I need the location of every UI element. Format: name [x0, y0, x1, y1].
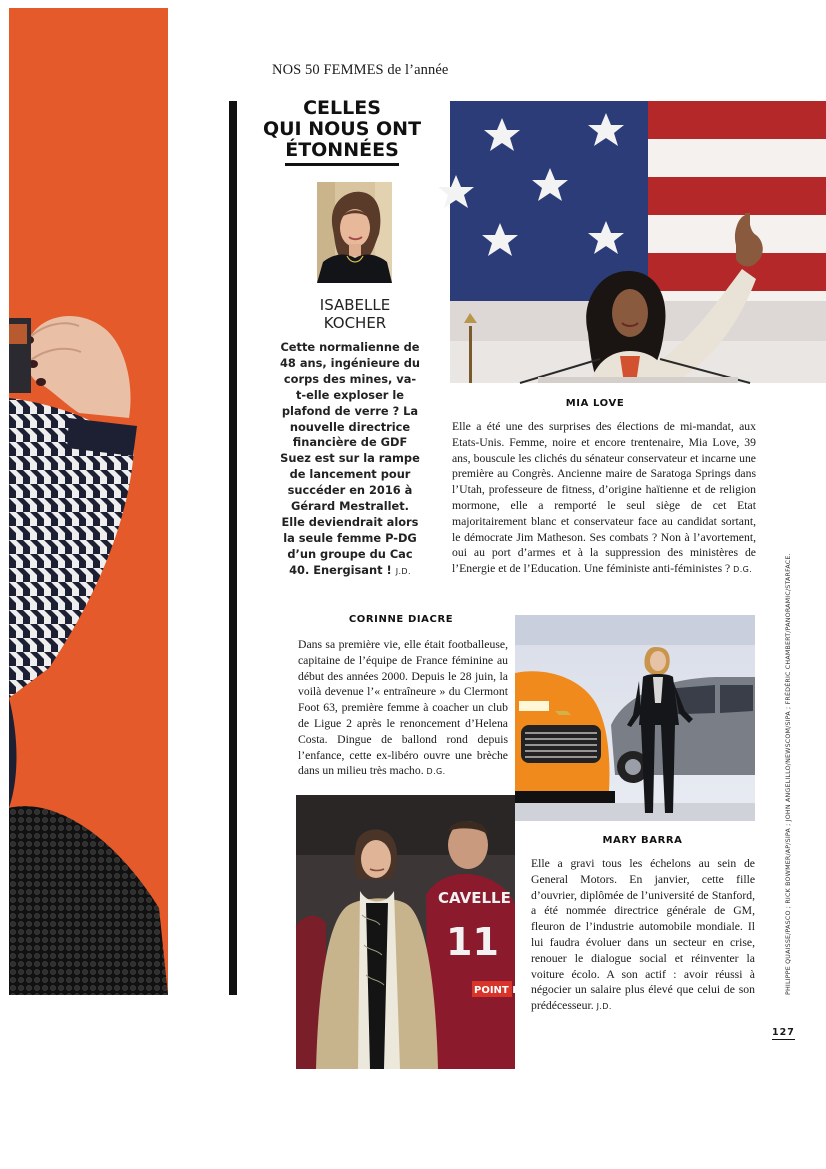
kocher-body: Cette normalienne de 48 ans, ingénieure du corps des mines, va-t-elle exploser le plafond de verre ? La nouvelle directrice financière de GDF Suez est sur la rampe de lancement pour succéder en 2016 à Gérard Mestrallet. Elle deviendrait alors la seule femme P-DG d’un groupe du Cac 40. Energisant ! — [280, 340, 420, 577]
section-title — [262, 98, 422, 166]
kocher-text — [280, 340, 420, 580]
kocher-byline: J.D. — [395, 566, 411, 576]
jersey-number: 11 — [446, 920, 499, 964]
mia-love-text: Elle a été une des surprises des élections de mi-mandat, aux Etats-Unis. Femme, noire et encore trentenaire, Mia Love, 39 ans, bouscule les clichés du sénateur conservateur et incarne une première au Congrès. Ancienne maire de Saratoga Springs dans l’Utah, professeure de fitness, d’origine haïtienne et de religion mormone, elle a remporté le seul siège de cet Etat majoritairement blanc et conservateur face au candidat sortant, le démocrate Jim Matheson. Ses combats ? Non à l’avortement, oui au port d’armes et à la suppression des ministères de l’Energie et de l’Education. Une féministe anti-féministes ? — [452, 420, 756, 576]
section-title-line-3: ÉTONNÉES — [285, 140, 399, 166]
section-title-line-1: CELLES — [303, 97, 381, 119]
vertical-rule — [229, 101, 237, 995]
photo-credits-text: PHILIPPE QUAISSE/PASCO ; RICK BOWMER/AP/SIPA ; JOHN ANGELILLO/NEWSCOM/SIPA ; FRÉDÉRIC CHAMBERT/PANORAMIC/STARFACE. — [785, 553, 792, 995]
page-number: 127 — [772, 1027, 795, 1038]
corinne-diacre-text: Dans sa première vie, elle était footballeuse, capitaine de l’équipe de France féminine au début des années 2000. Depuis le 28 juin, la voilà devenue l’« entraîneure » du Clermont Foot 63, première femme à coacher un club de Ligue 2 après le renoncement d’Helena Costa. Dingue de ballond rond depuis l’enfance, cette ex-libéro ouvre une brèche dans un milieu très macho. — [298, 638, 508, 778]
corinne-diacre-article — [298, 637, 508, 780]
mia-love-byline: D.G. — [733, 565, 753, 575]
mary-barra-article — [531, 856, 755, 1015]
mia-love-photo — [450, 101, 826, 383]
section-title-line-2: QUI NOUS ONT — [262, 118, 422, 140]
kocher-portrait-photo — [317, 182, 392, 283]
mia-love-article — [452, 419, 756, 578]
corinne-diacre-photo — [296, 795, 520, 1069]
photo-credits — [785, 553, 795, 1005]
mary-barra-text: Elle a gravi tous les échelons au sein de General Motors. En janvier, cette fille d’ouvrier, diplômée de l’université de Stanford, a été nommée directrice générale de GM, fleuron de l’industrie automobile mondiale. Il lui faudra évoluer dans un secteur en crise, renouer le dialogue social et réinventer la voiture écolo. A son actif : avoir réussi à négocier un salaire plus élevé que celui de son prédécesseur. — [531, 857, 755, 1013]
kocher-name-line-1: ISABELLE — [319, 296, 391, 314]
kocher-name — [290, 296, 420, 332]
mary-barra-photo — [515, 615, 755, 821]
left-portrait-photo — [9, 8, 168, 995]
corinne-diacre-heading: CORINNE DIACRE — [348, 614, 454, 625]
kocher-name-line-2: KOCHER — [323, 314, 387, 332]
jersey-name: CAVELLE — [438, 889, 511, 907]
corinne-diacre-byline: D.G. — [426, 767, 446, 777]
mary-barra-byline: J.D. — [596, 1002, 612, 1012]
mia-love-heading: MIA LOVE — [565, 398, 625, 409]
running-head: NOS 50 FEMMES de l’année — [272, 62, 449, 78]
mary-barra-heading: MARY BARRA — [602, 835, 683, 846]
jersey-sponsor: POINT P — [474, 985, 520, 996]
